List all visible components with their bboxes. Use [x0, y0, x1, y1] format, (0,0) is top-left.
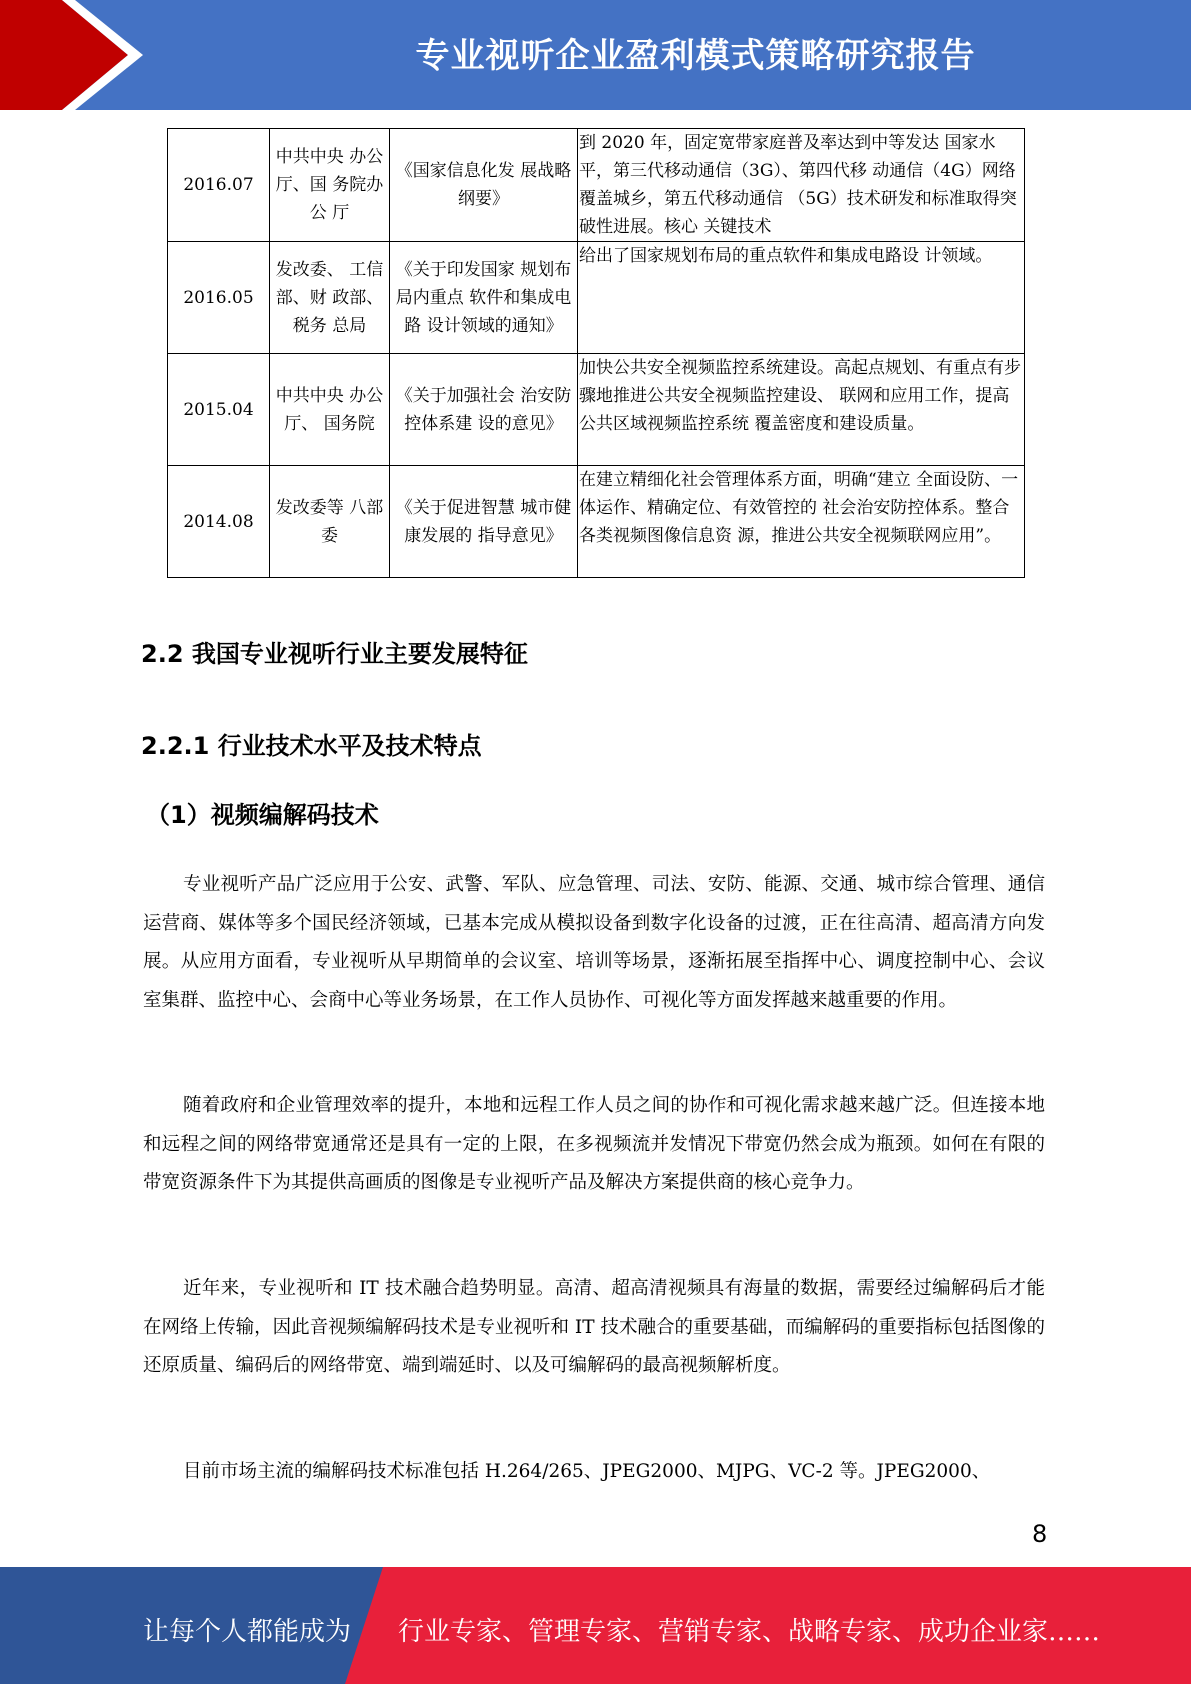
table-cell-document: 《关于促进智慧 城市健康发展的 指导意见》 — [390, 466, 578, 578]
page-footer — [0, 1567, 1191, 1684]
header-title: 专业视听企业盈利模式策略研究报告 — [415, 36, 976, 76]
table-cell-description: 加快公共安全视频监控系统建设。高起点规划、有重点有步骤地推进公共安全视频监控建设、 联网和应用工作，提高公共区域视频监控系统 覆盖密度和建设质量。 — [578, 354, 1025, 466]
table-cell-document: 《关于加强社会 治安防控体系建 设的意见》 — [390, 354, 578, 466]
table-cell-document: 《关于印发国家 规划布局内重点 软件和集成电路 设计领域的通知》 — [390, 242, 578, 354]
table-cell-org: 发改委等 八部委 — [270, 466, 390, 578]
table-cell-org: 中共中央 办公厅、 国务院 — [270, 354, 390, 466]
table-cell-org: 中共中央 办公厅、国 务院办公 厅 — [270, 129, 390, 242]
footer-slogan-right: 行业专家、管理专家、营销专家、战略专家、成功企业家…… — [398, 1617, 1101, 1647]
table-cell-date: 2014.08 — [168, 466, 270, 578]
footer-slogan-left: 让每个人都能成为 — [143, 1617, 352, 1647]
body-paragraph: 近年来，专业视听和 IT 技术融合趋势明显。高清、超高清视频具有海量的数据，需要经过编解码后才能在网络上传输，因此音视频编解码技术是专业视听和 IT 技术融合的重要基础，而编解码的重要指标包括图像的还原质量、编码后的网络带宽、端到端延时、以及可编解码的最高视频解析度。 — [143, 1278, 1045, 1376]
table-cell-date: 2016.07 — [168, 129, 270, 242]
sub-subsection-heading: （1）视频编解码技术 — [146, 801, 379, 829]
header-chevron-icon — [0, 0, 200, 110]
table-cell-description: 给出了国家规划布局的重点软件和集成电路设 计领域。 — [578, 242, 1025, 354]
body-paragraph: 目前市场主流的编解码技术标准包括 H.264/265、JPEG2000、MJPG、VC-2 等。JPEG2000、 — [183, 1461, 991, 1482]
table-cell-description: 在建立精细化社会管理体系方面，明确“建立 全面设防、一体运作、精确定位、有效管控的 社会治安防控体系。整合各类视频图像信息资 源，推进公共安全视频联网应用”。 — [578, 466, 1025, 578]
section-heading: 2.2 我国专业视听行业主要发展特征 — [141, 640, 528, 668]
table-cell-org: 发改委、 工信部、财 政部、税务 总局 — [270, 242, 390, 354]
table-cell-date: 2016.05 — [168, 242, 270, 354]
body-paragraph: 随着政府和企业管理效率的提升，本地和远程工作人员之间的协作和可视化需求越来越广泛。但连接本地和远程之间的网络带宽通常还是具有一定的上限，在多视频流并发情况下带宽仍然会成为瓶颈。如何在有限的带宽资源条件下为其提供高画质的图像是专业视听产品及解决方案提供商的核心竞争力。 — [143, 1095, 1045, 1193]
table-row — [168, 129, 1025, 242]
page-number: 8 — [1032, 1520, 1048, 1548]
policy-table — [167, 128, 1025, 578]
page-header — [0, 0, 1191, 110]
table-cell-date: 2015.04 — [168, 354, 270, 466]
body-paragraph: 专业视听产品广泛应用于公安、武警、军队、应急管理、司法、安防、能源、交通、城市综合管理、通信运营商、媒体等多个国民经济领域，已基本完成从模拟设备到数字化设备的过渡，正在往高清、超高清方向发展。从应用方面看，专业视听从早期简单的会议室、培训等场景，逐渐拓展至指挥中心、调度控制中心、会议室集群、监控中心、会商中心等业务场景，在工作人员协作、可视化等方面发挥越来越重要的作用。 — [143, 874, 1045, 1011]
table-row — [168, 242, 1025, 354]
table-cell-description: 到 2020 年，固定宽带家庭普及率达到中等发达 国家水平，第三代移动通信（3G）、第四代移 动通信（4G）网络覆盖城乡，第五代移动通信 （5G）技术研发和标准取得突破性进展。核心 关键技术 — [578, 129, 1025, 242]
table-cell-document: 《国家信息化发 展战略纲要》 — [390, 129, 578, 242]
table-row — [168, 466, 1025, 578]
table-row — [168, 354, 1025, 466]
subsection-heading: 2.2.1 行业技术水平及技术特点 — [141, 732, 482, 760]
